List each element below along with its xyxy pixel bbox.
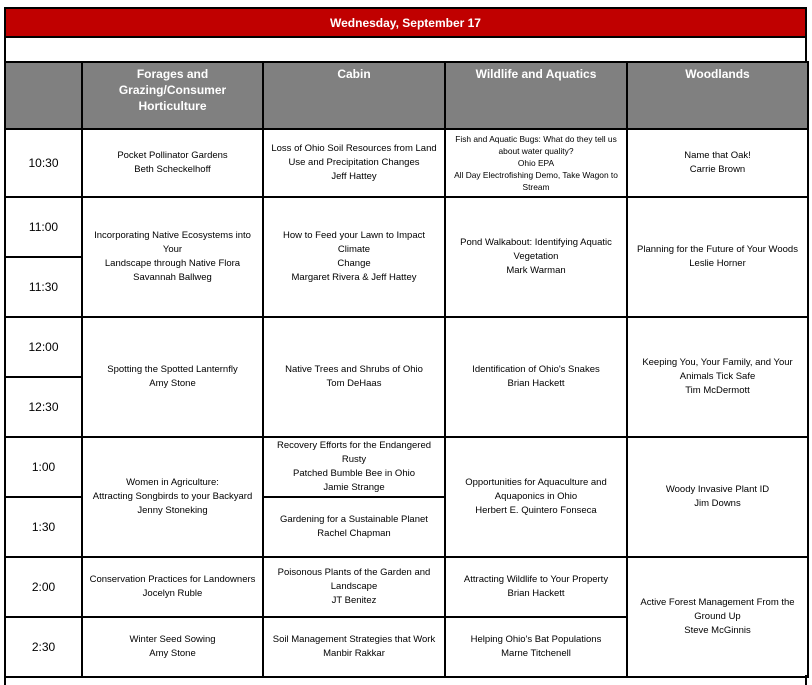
session-cell: Pocket Pollinator Gardens Beth Scheckelhoff (82, 129, 263, 197)
time-slot: 10:30 (5, 129, 82, 197)
right-border (805, 7, 807, 63)
session-cell: Planning for the Future of Your Woods Leslie Horner (627, 197, 808, 317)
table-row (5, 437, 808, 497)
session-cell: Fish and Aquatic Bugs: What do they tell us about water quality? Ohio EPA All Day Electrofishing Demo, Take Wagon to Stream (445, 129, 627, 197)
bottom-rule (4, 676, 807, 678)
time-slot: 2:30 (5, 617, 82, 677)
session-cell: Attracting Wildlife to Your Property Brian Hackett (445, 557, 627, 617)
schedule-table (4, 61, 809, 678)
column-header-cabin: Cabin (263, 62, 445, 129)
time-slot: 1:00 (5, 437, 82, 497)
session-cell: Conservation Practices for Landowners Jocelyn Ruble (82, 557, 263, 617)
day-header: Wednesday, September 17 (6, 9, 805, 38)
column-header-wildlife: Wildlife and Aquatics (445, 62, 627, 129)
session-cell: Soil Management Strategies that Work Manbir Rakkar (263, 617, 445, 677)
time-slot: 2:00 (5, 557, 82, 617)
session-cell: Women in Agriculture: Attracting Songbirds to your Backyard Jenny Stoneking (82, 437, 263, 557)
time-slot: 1:30 (5, 497, 82, 557)
column-header-woodlands: Woodlands (627, 62, 808, 129)
time-slot: 11:30 (5, 257, 82, 317)
session-cell: Helping Ohio's Bat Populations Marne Titchenell (445, 617, 627, 677)
session-cell: Identification of Ohio's Snakes Brian Hackett (445, 317, 627, 437)
session-cell: Active Forest Management From the Ground Up Steve McGinnis (627, 557, 808, 677)
table-row (5, 197, 808, 257)
session-cell: How to Feed your Lawn to Impact Climate Change Margaret Rivera & Jeff Hattey (263, 197, 445, 317)
session-cell: Pond Walkabout: Identifying Aquatic Vegetation Mark Warman (445, 197, 627, 317)
session-cell: Opportunities for Aquaculture and Aquaponics in Ohio Herbert E. Quintero Fonseca (445, 437, 627, 557)
session-cell: Keeping You, Your Family, and Your Animals Tick Safe Tim McDermott (627, 317, 808, 437)
time-slot: 11:00 (5, 197, 82, 257)
session-cell: Native Trees and Shrubs of Ohio Tom DeHaas (263, 317, 445, 437)
session-cell: Name that Oak! Carrie Brown (627, 129, 808, 197)
column-header-forages: Forages and Grazing/Consumer Horticulture (82, 62, 263, 129)
table-row (5, 129, 808, 197)
table-row (5, 317, 808, 377)
session-cell: Winter Seed Sowing Amy Stone (82, 617, 263, 677)
time-column-header (5, 62, 82, 129)
session-cell: Gardening for a Sustainable Planet Rachel Chapman (263, 497, 445, 557)
table-row (5, 557, 808, 617)
time-slot: 12:30 (5, 377, 82, 437)
header-row (5, 62, 808, 129)
session-cell: Woody Invasive Plant ID Jim Downs (627, 437, 808, 557)
session-cell: Loss of Ohio Soil Resources from Land Use and Precipitation Changes Jeff Hattey (263, 129, 445, 197)
time-slot: 12:00 (5, 317, 82, 377)
session-cell: Spotting the Spotted Lanternfly Amy Stone (82, 317, 263, 437)
session-cell: Incorporating Native Ecosystems into Your Landscape through Native Flora Savannah Ballweg (82, 197, 263, 317)
session-cell: Recovery Efforts for the Endangered Rusty Patched Bumble Bee in Ohio Jamie Strange (263, 437, 445, 497)
session-cell: Poisonous Plants of the Garden and Landscape JT Benitez (263, 557, 445, 617)
